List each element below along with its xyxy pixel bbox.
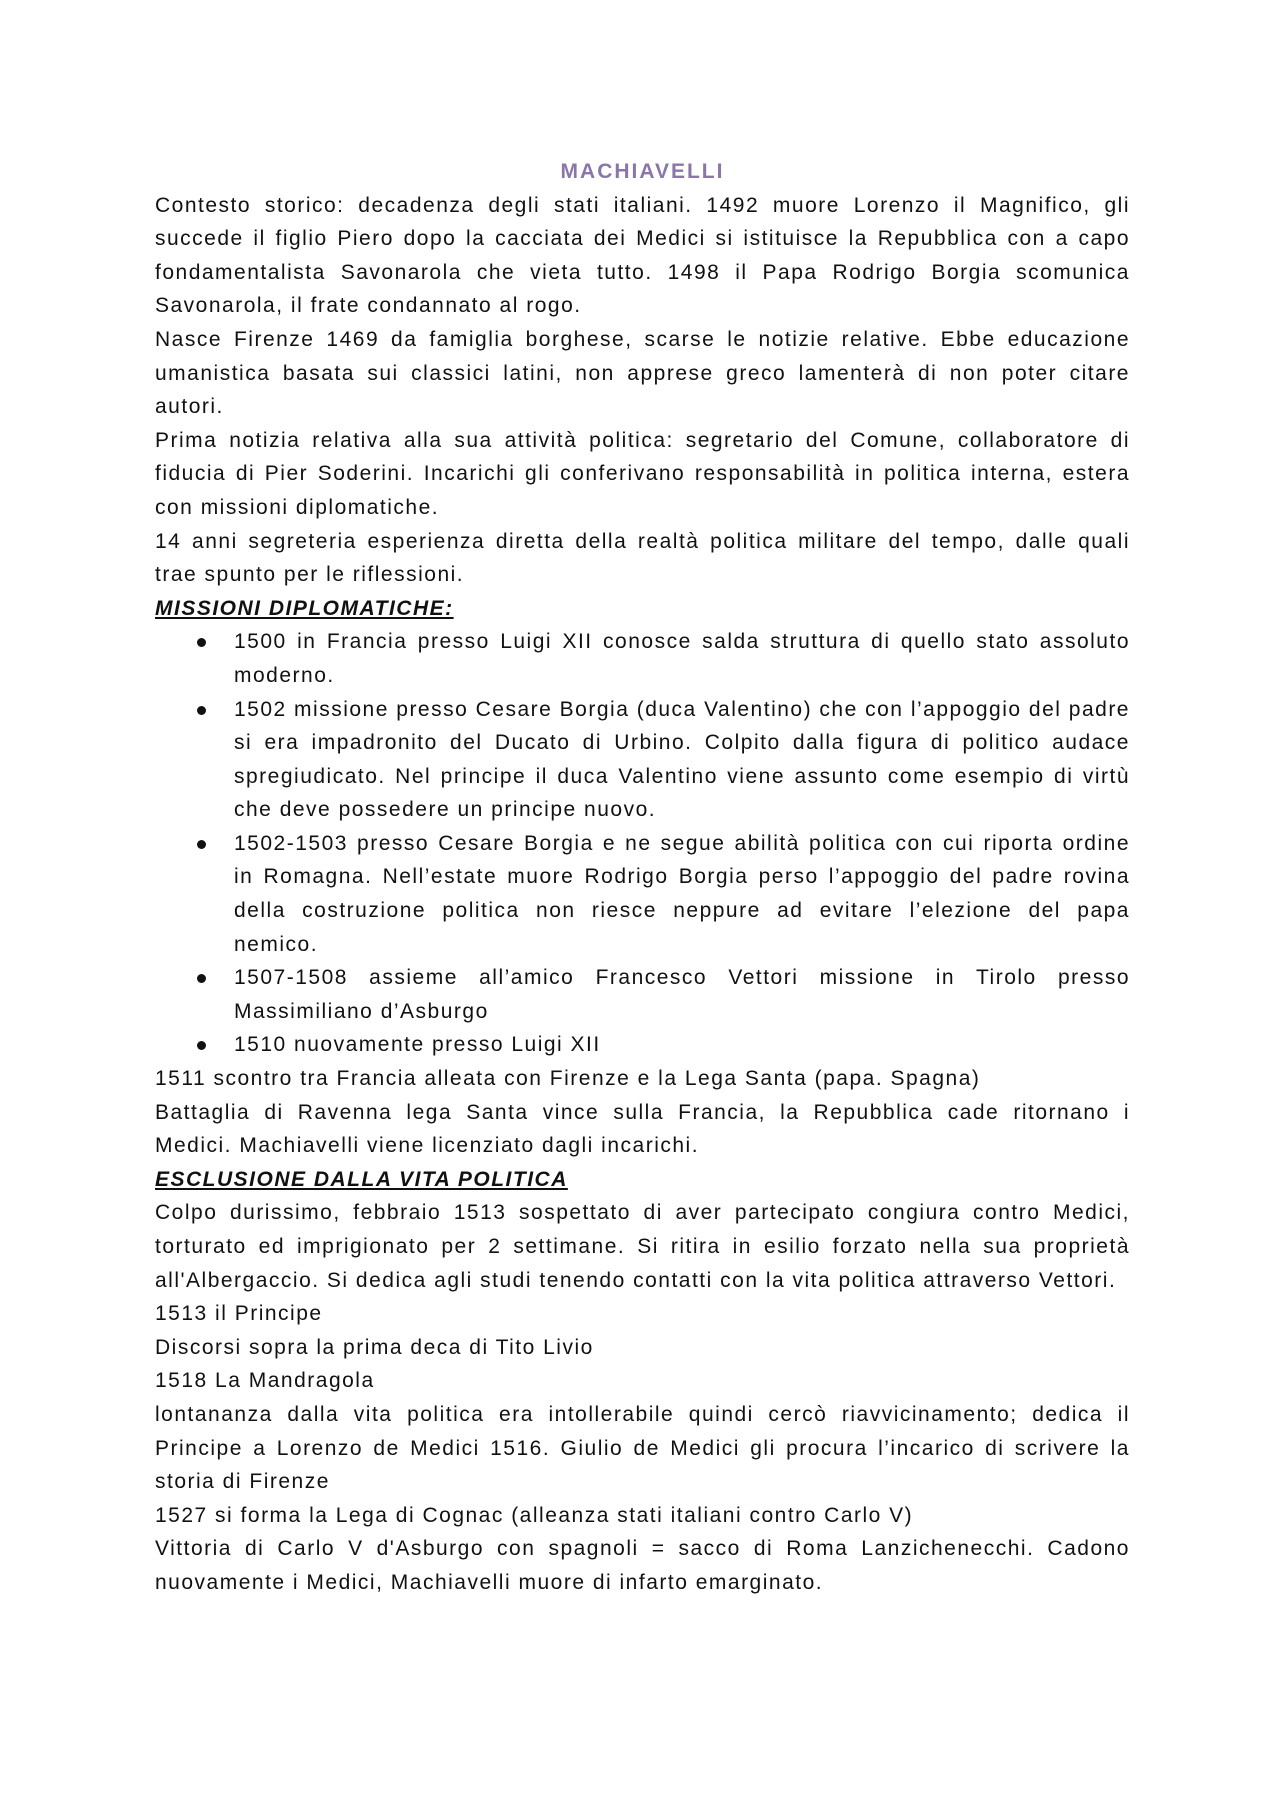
document-page [155, 155, 1130, 1600]
paragraph-cognac: 1527 si forma la Lega di Cognac (alleanza stati italiani contro Carlo V) [155, 1503, 914, 1527]
paragraph-discorsi: Discorsi sopra la prima deca di Tito Livio [155, 1335, 594, 1359]
paragraph-exile: Colpo durissimo, febbraio 1513 sospettato di aver partecipato congiura contro Medici, torturato ed imprigionato per 2 settimane. Si ritira in esilio forzato nella sua proprietà all'Albergaccio. Si dedica agli studi tenendo contatti con la vita politica attraverso Vettori. [155, 1201, 1130, 1292]
bullet-icon [197, 840, 206, 849]
list-item-text: 1510 nuovamente presso Luigi XII [234, 1033, 601, 1057]
paragraph-ravenna: Battaglia di Ravenna lega Santa vince sulla Francia, la Repubblica cade ritornano i Medici. Machiavelli viene licenziato dagli incarichi. [155, 1100, 1130, 1158]
list-item [155, 961, 1130, 1028]
list-item-text: 1502-1503 presso Cesare Borgia e ne segue abilità politica con cui riporta ordine in Romagna. Nell’estate muore Rodrigo Borgia perso l’appoggio del padre rovina della costruzione politica non riesce neppure ad evitare l’elezione del papa nemico. [234, 831, 1130, 956]
list-item [155, 827, 1130, 961]
paragraph-secretariat: 14 anni segreteria esperienza diretta della realtà politica militare del tempo, dalle quali trae spunto per le riflessioni. [155, 529, 1130, 587]
paragraph-distance: lontananza dalla vita politica era intollerabile quindi cercò riavvicinamento; dedica il Principe a Lorenzo de Medici 1516. Giulio de Medici gli procura l’incarico di scrivere la storia di Firenze [155, 1402, 1130, 1494]
paragraph-1511-clash: 1511 scontro tra Francia alleata con Firenze e la Lega Santa (papa. Spagna) [155, 1067, 981, 1091]
paragraph-principe: 1513 il Principe [155, 1302, 323, 1326]
missions-list [155, 625, 1130, 1062]
bullet-icon [197, 638, 206, 647]
missions-heading: MISSIONI DIPLOMATICHE: [155, 596, 454, 620]
bullet-icon [197, 1041, 206, 1050]
list-item-text: 1507-1508 assieme all’amico Francesco Vettori missione in Tirolo presso Massimiliano d’Asburgo [234, 966, 1130, 1023]
list-item [155, 625, 1130, 692]
paragraph-mandragola: 1518 La Mandragola [155, 1369, 375, 1393]
list-item [155, 693, 1130, 827]
paragraph-political-activity: Prima notizia relativa alla sua attività politica: segretario del Comune, collaboratore di fiducia di Pier Soderini. Incarichi gli conferivano responsabilità in politica interna, estera con missioni diplomatiche. [155, 428, 1130, 519]
paragraph-birth: Nasce Firenze 1469 da famiglia borghese, scarse le notizie relative. Ebbe educazione umanistica basata sui classici latini, non apprese greco lamenterà di non poter citare autori. [155, 327, 1130, 419]
list-item [155, 1028, 1130, 1062]
document-title: MACHIAVELLI [560, 160, 725, 183]
exclusion-heading: ESCLUSIONE DALLA VITA POLITICA [155, 1167, 568, 1191]
paragraph-historical-context: Contesto storico: decadenza degli stati italiani. 1492 muore Lorenzo il Magnifico, gli succede il figlio Piero dopo la cacciata dei Medici si istituisce la Repubblica con a capo fondamentalista Savonarola che vieta tutto. 1498 il Papa Rodrigo Borgia scomunica Savonarola, il frate condannato al rogo. [155, 193, 1130, 318]
list-item-text: 1502 missione presso Cesare Borgia (duca Valentino) che con l’appoggio del padre si era impadronito del Ducato di Urbino. Colpito dalla figura di politico audace spregiudicato. Nel principe il duca Valentino viene assunto come esempio di virtù che deve possedere un principe nuovo. [234, 697, 1130, 822]
bullet-icon [197, 706, 206, 715]
list-item-text: 1500 in Francia presso Luigi XII conosce salda struttura di quello stato assoluto moderno. [234, 630, 1130, 687]
paragraph-sack-of-rome: Vittoria di Carlo V d'Asburgo con spagnoli = sacco di Roma Lanzichenecchi. Cadono nuovamente i Medici, Machiavelli muore di infarto emarginato. [155, 1537, 1130, 1594]
bullet-icon [197, 974, 206, 983]
